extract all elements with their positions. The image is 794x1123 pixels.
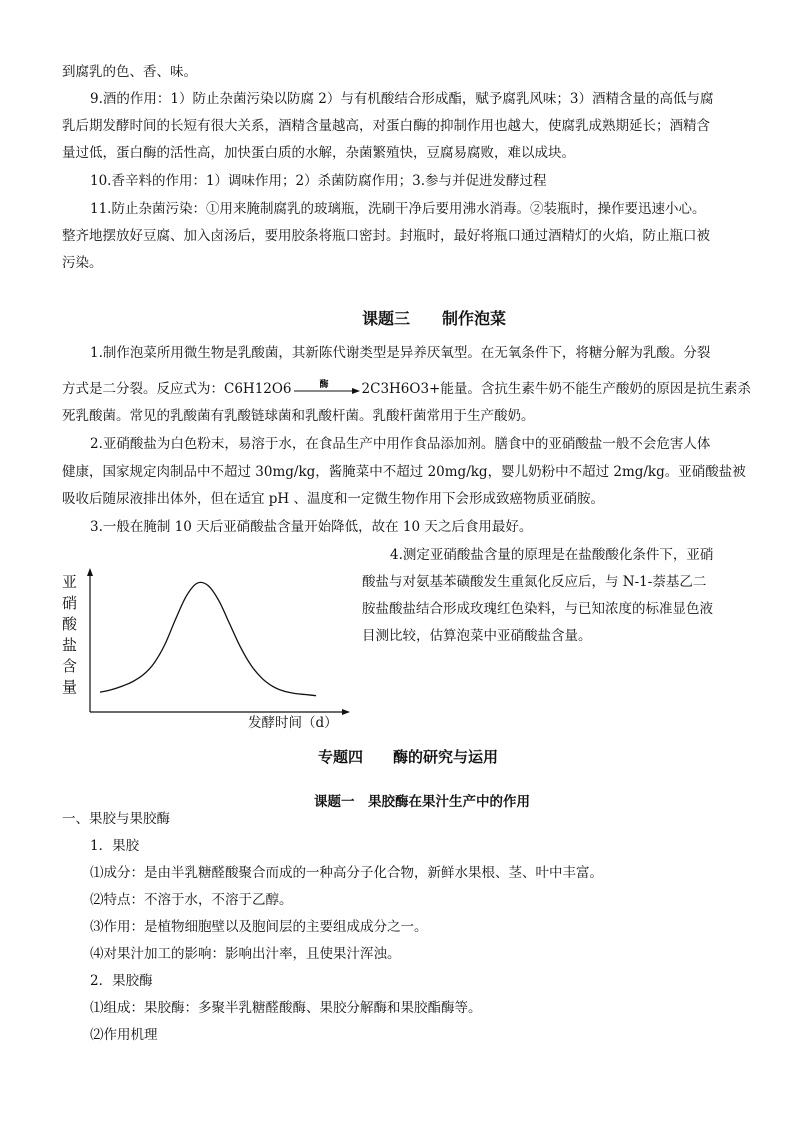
paragraph-s2-line2: 健康，国家规定肉制品中不超过 30mg/kg，酱腌菜中不超过 20mg/kg，婴儿奶粉中不超过 2mg/kg。亚硝酸盐被	[62, 464, 746, 480]
reaction-reactant: 方式是二分裂。反应式为：C6H12O6	[62, 381, 292, 397]
paragraph-s3: 3.一般在腌制 10 天后亚硝酸盐含量开始降低，故在 10 天之后食用最好。	[90, 519, 533, 535]
paragraph-s4-line3: 胺盐酸盐结合形成玫瑰红色染料，与已知浓度的标准显色液	[362, 601, 713, 617]
y-axis-arrow-icon	[87, 568, 93, 576]
paragraph-9-line2: 乳后期发酵时间的长短有很大关系，酒精含量越高，对蛋白酶的抑制作用也越大，使腐乳成熟期延长；酒精含	[62, 118, 710, 134]
paragraph-10: 10.香辛料的作用：1）调味作用；2）杀菌防腐作用；3.参与并促进发酵过程	[90, 173, 547, 189]
paragraph-11-line1: 11.防止杂菌污染：①用来腌制腐乳的玻璃瓶，洗刷干净后要用沸水消毒。②装瓶时，操作要迅速小心。	[90, 201, 706, 217]
y-axis-label-char: 量	[62, 678, 78, 696]
paragraph-9-line3: 量过低，蛋白酶的活性高，加快蛋白质的水解，杂菌繁殖快，豆腐易腐败，难以成块。	[62, 145, 575, 161]
enzyme-label: 酶	[319, 379, 329, 390]
y-axis-label-char: 含	[62, 657, 78, 675]
paragraph-s2-line1: 2.亚硝酸盐为白色粉末，易溶于水，在食品生产中用作食品添加剂。膳食中的亚硝酸盐一般不会危害人体	[90, 436, 711, 452]
paragraph-11-line3: 污染。	[62, 255, 103, 271]
paragraph-s4-line4: 目测比较，估算泡菜中亚硝酸盐含量。	[362, 628, 592, 644]
paragraph-s1-line2	[62, 376, 751, 403]
pectin-juice-effect: ⑷对果汁加工的影响：影响出汁率，且使果汁浑浊。	[90, 946, 401, 962]
nitrite-curve-series-line	[100, 582, 316, 695]
chart-x-axis-label: 发酵时间（d）	[248, 715, 338, 731]
paragraph-11-line2: 整齐地摆放好豆腐、加入卤汤后，要用胶条将瓶口密封。封瓶时，最好将瓶口通过酒精灯的火焰，防止瓶口被	[62, 228, 710, 244]
paragraph-9-line1: 9.酒的作用：1）防止杂菌污染以防腐 2）与有机酸结合形成酯，赋予腐乳风味；3）酒精含量的高低与腐	[90, 91, 714, 107]
y-axis-label-char: 亚	[62, 573, 78, 591]
arrow-right-icon	[294, 387, 360, 395]
heading-pectinase: 2．果胶酶	[90, 973, 153, 989]
pectin-role: ⑶作用：是植物细胞壁以及胞间层的主要组成成分之一。	[90, 919, 428, 935]
y-axis-label-char: 酸	[62, 615, 78, 633]
paragraph-tofu-flavor: 到腐乳的色、香、味。	[62, 64, 197, 80]
section-title-topic3: 课题三 制作泡菜	[362, 309, 507, 328]
y-axis-label-char: 硝	[62, 594, 78, 612]
paragraph-s2-line3: 吸收后随尿液排出体外，但在适宜 pH 、温度和一定微生物作用下会形成致癌物质亚硝胺。	[62, 491, 604, 507]
pectinase-mechanism: ⑵作用机理	[90, 1027, 158, 1043]
pectin-composition: ⑴成分：是由半乳糖醛酸聚合而成的一种高分子化合物，新鲜水果根、茎、叶中丰富。	[90, 865, 603, 881]
paragraph-s4-line2: 酸盐与对氨基苯磺酸发生重氮化反应后，与 N-1-萘基乙二	[362, 574, 707, 590]
section-title-special4: 专题四 酶的研究与运用	[318, 748, 499, 766]
paragraph-s4-line1: 4.测定亚硝酸盐含量的原理是在盐酸酸化条件下，亚硝	[390, 547, 714, 563]
reaction-arrow	[294, 379, 360, 397]
pectinase-composition: ⑴组成：果胶酶：多聚半乳糖醛酸酶、果胶分解酶和果胶酯酶等。	[90, 1000, 482, 1016]
section-title-topic1: 课题一 果胶酶在果汁生产中的作用	[314, 794, 530, 810]
x-axis-arrow-icon	[342, 709, 350, 715]
y-axis-label-char: 盐	[62, 636, 78, 654]
paragraph-s1-line1: 1.制作泡菜所用微生物是乳酸菌，其新陈代谢类型是异养厌氧型。在无氧条件下，将糖分解为乳酸。分裂	[90, 345, 711, 361]
reaction-product: 2C3H6O3+能量。含抗生素牛奶不能生产酸奶的原因是抗生素杀	[361, 381, 751, 397]
heading-pectin-and-pectinase: 一、果胶与果胶酶	[62, 811, 170, 827]
heading-pectin: 1．果胶	[90, 838, 140, 854]
paragraph-s1-line3: 死乳酸菌。常见的乳酸菌有乳酸链球菌和乳酸杆菌。乳酸杆菌常用于生产酸奶。	[62, 408, 535, 424]
pectin-feature: ⑵特点：不溶于水，不溶于乙醇。	[90, 892, 293, 908]
